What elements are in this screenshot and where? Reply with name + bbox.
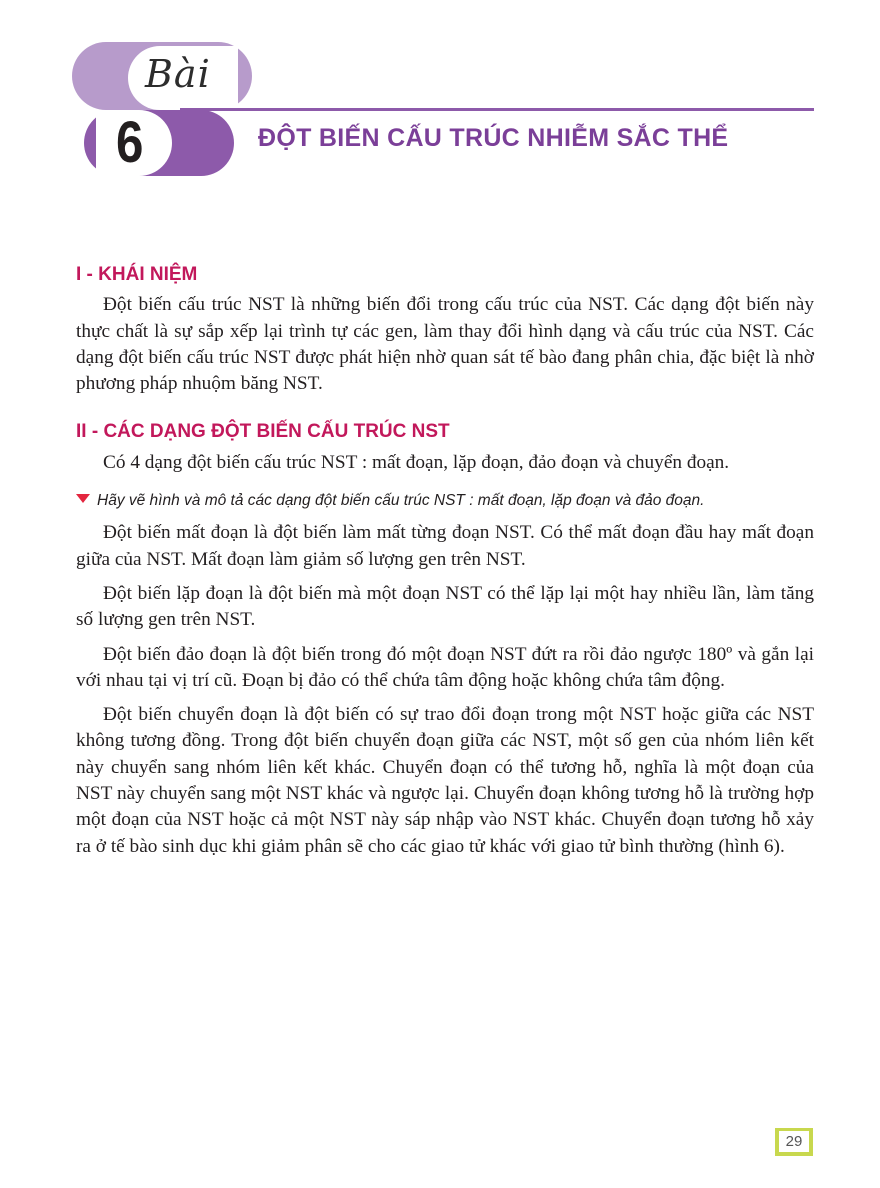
page-number: 29 [779,1131,809,1152]
duplication-paragraph: Đột biến lặp đoạn là đột biến mà một đoạn NST có thể lặp lại một hay nhiều lần, làm tăng số lượng gen trên NST. [76,582,814,631]
header-rule [180,108,814,111]
question-text: Hãy vẽ hình và mô tả các dạng đột biến cấu trúc NST : mất đoạn, lặp đoạn và đảo đoạn. [97,492,705,510]
inversion-paragraph: Đột biến đảo đoạn là đột biến trong đó một đoạn NST đứt ra rồi đảo ngược 180º và gắn lại với nhau tại vị trí cũ. Đoạn bị đảo có thể chứa tâm động hoặc không chứa tâm động. [76,643,814,691]
lesson-title: ĐỘT BIẾN CẤU TRÚC NHIỄM SẮC THỂ [258,124,729,152]
section-heading-types: II - CÁC DẠNG ĐỘT BIẾN CẤU TRÚC NST [76,421,450,443]
types-intro: Có 4 dạng đột biến cấu trúc NST : mất đoạn, lặp đoạn, đảo đoạn và chuyển đoạn. [103,451,730,473]
translocation-paragraph: Đột biến chuyển đoạn là đột biến có sự trao đổi đoạn trong một NST hoặc giữa các NST không tương đồng. Trong đột biến chuyển đoạn giữa các NST, một số gen của nhóm liên kết này chuyển sang nhóm liên kết khác. Chuyển đoạn có thể tương hỗ, nghĩa là một đoạn của NST này chuyển sang một NST khác và ngược lại. Chuyển đoạn không tương hỗ là trường hợp một đoạn của NST hoặc cả một NST này sáp nhập vào NST khác. Chuyển đoạn tương hỗ xảy ra ở tế bào sinh dục khi giảm phân sẽ cho các giao tử khác với giao tử bình thường (hình 6). [76,704,814,857]
deletion-paragraph: Đột biến mất đoạn là đột biến làm mất từng đoạn NST. Có thể mất đoạn đầu hay mất đoạn giữa của NST. Mất đoạn làm giảm số lượng gen trên NST. [76,522,814,570]
triangle-marker-icon [76,494,90,503]
concept-paragraph: Đột biến cấu trúc NST là những biến đổi trong cấu trúc của NST. Các dạng đột biến này thực chất là sự sắp xếp lại trình tự các gen, làm thay đổi hình dạng và cấu trúc của NST. Các dạng đột biến cấu trúc NST được phát hiện nhờ quan sát tế bào đang phân chia, đặc biệt là nhờ phương pháp nhuộm băng NST. [76,294,814,395]
section-heading-concept: I - KHÁI NIỆM [76,264,198,285]
question-prompt [76,488,814,514]
page-content [76,262,814,868]
lesson-label: Bài [145,52,211,96]
lesson-number: 6 [116,110,144,175]
